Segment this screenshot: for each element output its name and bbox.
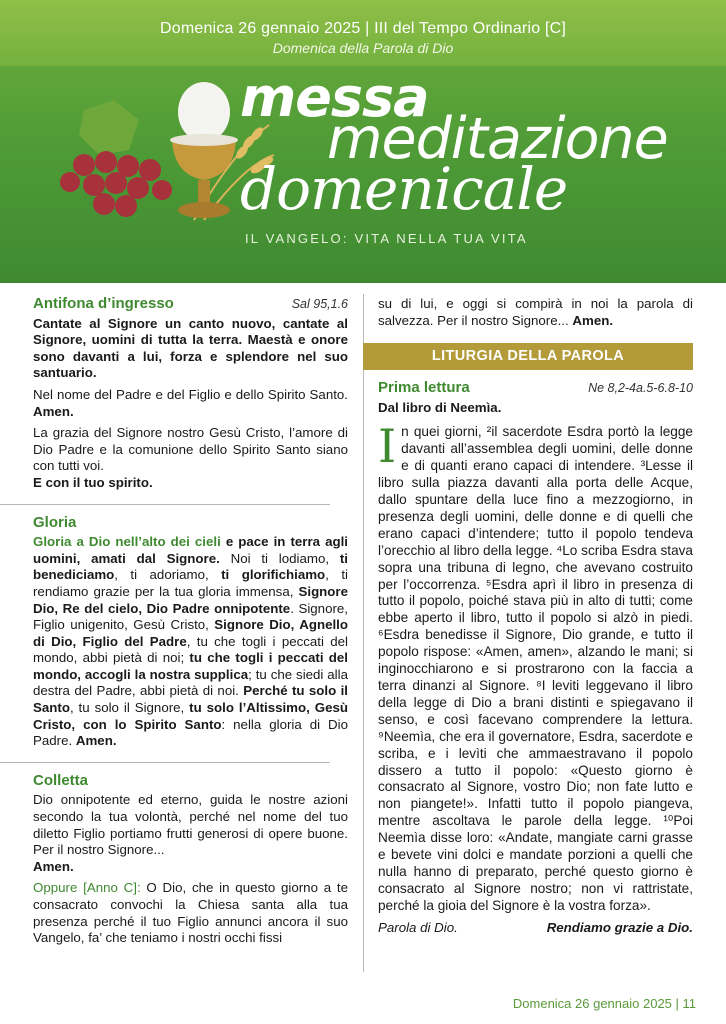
masthead [0,0,726,283]
drop-cap: I [378,419,397,474]
gloria-part: , tu che togli i peccati del mondo, abbi pietà di noi; [33,633,348,666]
colletta-title: Colletta [33,771,89,789]
reading-closing [378,920,693,937]
title-messa: messa [240,66,429,129]
gloria-text [33,534,348,750]
gloria-heading [33,515,348,532]
gloria-part: Noi ti lodiamo, [219,550,340,566]
gloria-part: Signore Dio, Agnello di Dio, Figlio del Padre [33,617,348,649]
section-separator [0,504,330,505]
greeting-text: La grazia del Signore nostro Gesù Cristo, l’amore di Dio Padre e la comunione dello Spirito Santo siano con tutti voi. [33,425,348,474]
prima-lettura-heading [378,380,693,397]
gloria-part: , ti adoriamo, [114,567,222,583]
sign-of-cross [33,387,348,420]
colletta-alternative [33,880,348,946]
gloria-part: e pace in terra agli uomini, amati dal Signore. [33,534,348,566]
date-line: Domenica 26 gennaio 2025 | III del Tempo Ordinario [C] [159,20,566,37]
gloria-part: Signore Dio, Re del cielo, Dio Padre onnipotente [33,583,348,616]
colletta-cont-text: su di lui, e oggi si compirà in noi la parola di salvezza. Per il nostro Signore... [378,296,693,328]
title-domenicale: domenicale [240,155,568,223]
gloria-part: Perché tu solo il Santo [33,683,348,716]
parola-di-dio: Parola di Dio. [378,919,458,935]
gloria-part: ; tu che siedi alla destra del Padre, abbi pietà di noi. [33,666,348,699]
gloria-incipit: Gloria a Dio nell’alto dei cieli [33,534,221,550]
antifona-text: Cantate al Signore un canto nuovo, cantate al Signore, uomini di tutta la terra. Maestà e onore sono davanti a lui, forza e splendore nel suo santuario. [33,315,348,381]
gloria-part: tu che togli i peccati del mondo, accogli la nostra supplica [33,650,348,682]
antifona-heading [33,296,348,313]
oppure-label: Oppure [Anno C]: [33,880,141,896]
gloria-part: ti benediciamo [33,550,348,583]
colletta-heading [33,773,348,790]
prima-lettura-ref: Ne 8,2-4a.5-6.8-10 [588,381,693,396]
gloria-title: Gloria [33,513,77,531]
section-separator [0,762,330,763]
gloria-part: , tu solo il Signore, [69,700,190,716]
gloria-part: tu solo l’Altissimo, Gesù Cristo, con lo Spirito Santo [33,700,348,732]
prima-lettura-source: Dal libro di Neemìa. [378,399,502,415]
prima-lettura-title: Prima lettura [378,379,470,397]
gloria-part: ti glorifichiamo [221,567,326,583]
greeting-response: E con il tuo spirito. [33,474,153,490]
gloria-part: . Signore, Figlio unigenito, Gesù Cristo, [33,600,348,633]
sign-of-cross-text: Nel nome del Padre e del Figlio e dello Spirito Santo. [33,386,348,402]
colletta-text: Dio onnipotente ed eterno, guida le nostre azioni secondo la tua volontà, perché nel nome del tuo diletto Figlio portiamo frutti generosi di opere buone. Per il nostro Signore... [33,792,348,858]
colletta-amen: Amen. [33,858,74,874]
masthead-subtitle: IL VANGELO: VITA NELLA TUA VITA [245,231,528,246]
gloria-part: : nella gloria di Dio Padre. [33,716,348,749]
antifona-title: Antifona d’ingresso [33,295,174,312]
colletta-cont-amen: Amen. [572,312,614,328]
right-column [378,296,693,936]
left-column [33,296,348,952]
gloria-amen: Amen. [75,733,117,749]
colletta-continuation [378,296,693,329]
feast-line: Domenica della Parola di Dio [272,40,454,56]
sign-of-cross-amen: Amen. [33,403,74,419]
liturgia-banner: LITURGIA DELLA PAROLA [363,343,693,370]
antifona-ref: Sal 95,1.6 [291,297,348,311]
column-divider [363,294,364,972]
prima-lettura-body: n quei giorni, ²il sacerdote Esdra portò la legge davanti all’assemblea degli uomini, delle donne e di quanti erano capaci di intendere. ³Lesse il libro sulla piazza davanti alla porta delle Acque, dallo spuntare della luce fino a mezzogiorno, in presenza degli uomini, delle donne e di quelli che erano capaci d’intendere; tutto il popolo tendeva l’orecchio al libro della legge. ⁴Lo scriba Esdra stava sopra una tribuna di legno, che avevano costruito per l’occorrenza. ⁵Esdra aprì il libro in presenza di tutto il popolo, poiché stava più in alto di tutti; come ebbe aperto il libro, tutto il popolo si alzò in piedi. ⁶Esdra benedisse il Signore, Dio grande, e tutto il popolo rispose: «Amen, amen», alzando le mani; si inginocchiarono e si prostrarono con la faccia a terra dinanzi al Signore. ⁸I leviti leggevano il libro della legge di Dio a brani distinti e spiegavano il senso, e così facevano comprendere la lettura. ⁹Neemìa, che era il governatore, Esdra, sacerdote e scriba, e i levìti che ammaestravano il popolo dissero a tutto il popolo: «Questo giorno è consacrato al Signore, vostro Dio; non fate lutto e non piangete!». Infatti tutto il popolo piangeva, mentre ascoltava le parole della legge. ¹⁰Poi Neemìa disse loro: «Andate, mangiate carni grasse e bevete vini dolci e mandate porzioni a quelli che nulla hanno di preparato, perché questo giorno è consacrato al Signore nostro; non vi rattristate, perché la gioia del Signore è la vostra forza». [378,424,693,913]
gloria-part: , ti rendiamo grazie per la tua gloria immensa, [33,567,348,599]
rendiamo-grazie: Rendiamo grazie a Dio. [546,919,693,935]
prima-lettura-text [378,419,693,914]
title-meditazione: meditazione [327,106,668,172]
page-footer: Domenica 26 gennaio 2025 | 11 [512,996,696,1011]
colletta-alt-text: O Dio, che in questo giorno a te consacrato convochi la Chiesa santa alla tua presenza perché il tuo Figlio annunci ancora il suo Vangelo, fa’ che teniamo i nostri occhi fissi [33,880,349,946]
